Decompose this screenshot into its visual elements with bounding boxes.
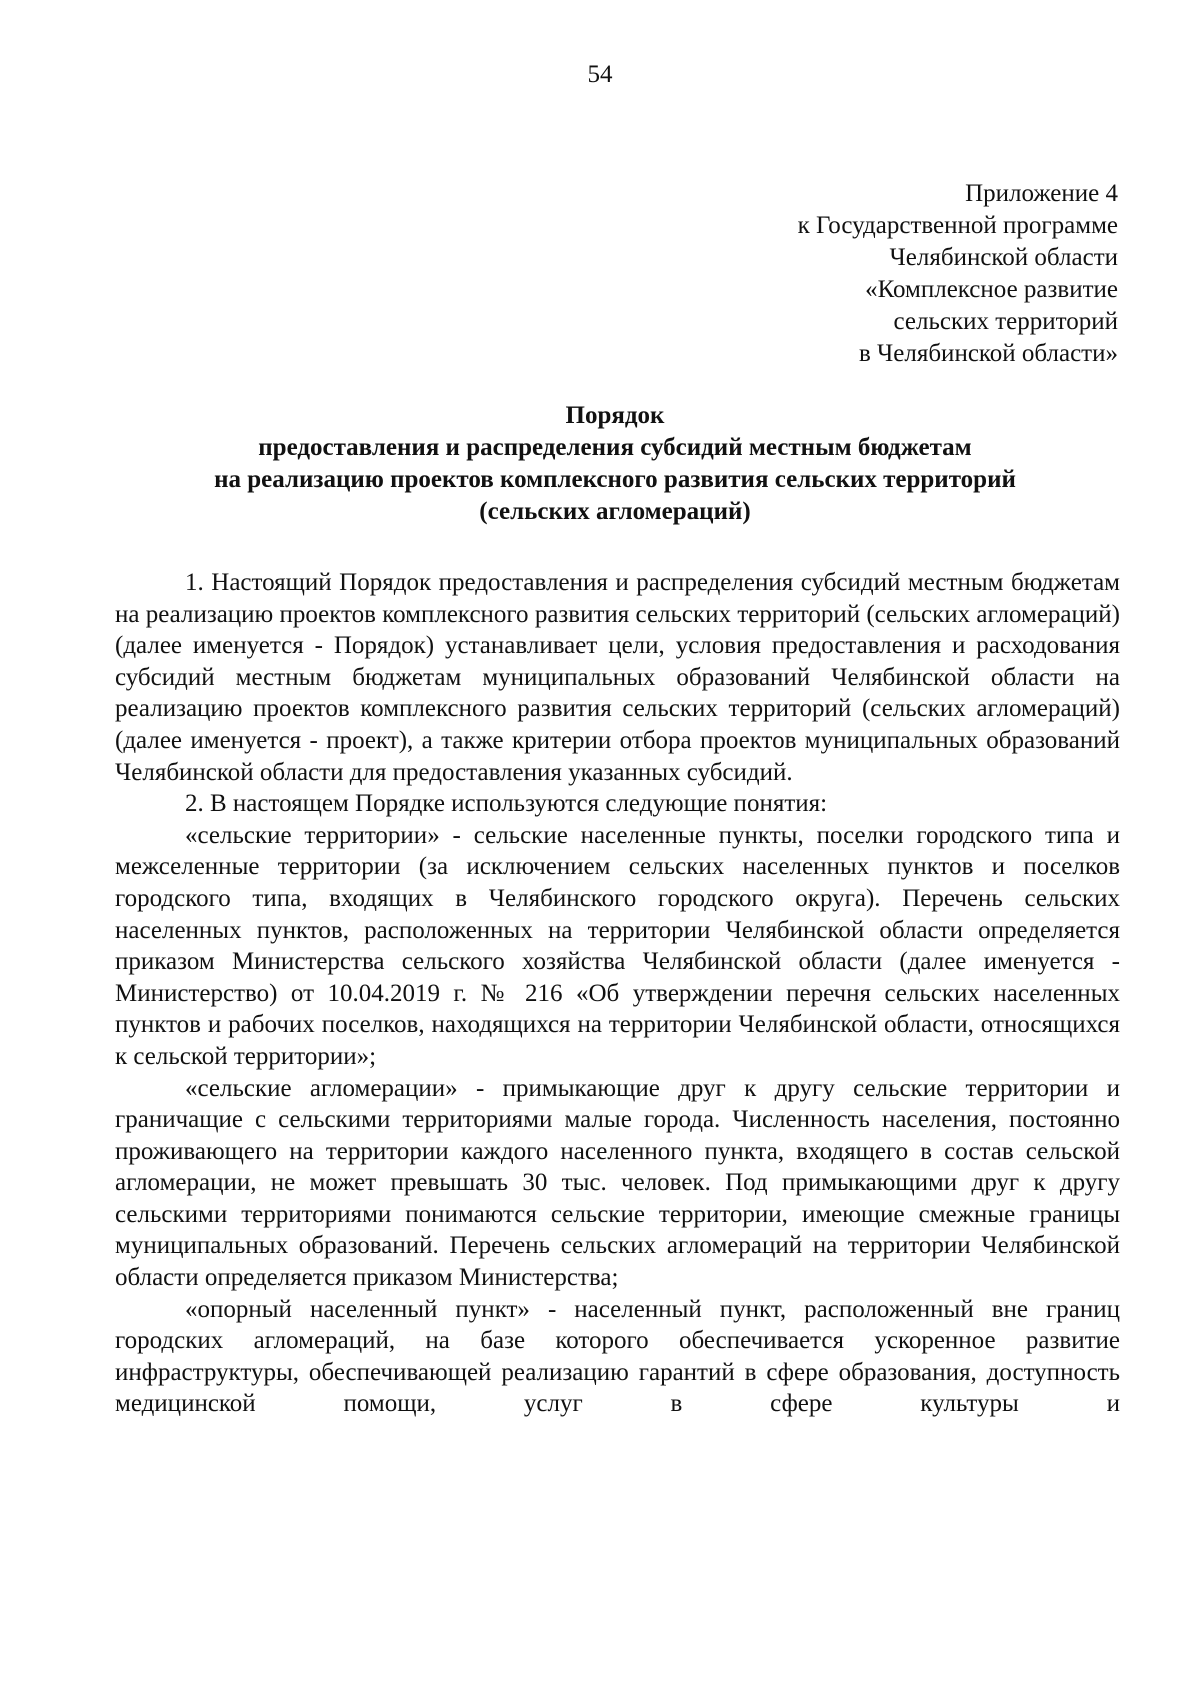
appendix-line: Приложение 4: [965, 180, 1118, 207]
title-line: на реализацию проектов комплексного развития сельских территорий: [214, 466, 1016, 493]
appendix-note: [598, 178, 1118, 370]
document-body: [115, 567, 1120, 1420]
appendix-line: «Комплексное развитие: [865, 276, 1118, 303]
paragraph-definition-rural-agglomerations: «сельские агломерации» - примыкающие друг к другу сельские территории и граничащие с сельскими территориями малые города. Численность населения, постоянно проживающего на территории каждого населенного пункта, входящего в состав сельской агломерации, не может превышать 30 тыс. человек. Под примыкающими друг к другу сельскими территориями понимаются сельские территории, имеющие смежные границы муниципальных образований. Перечень сельских агломераций на территории Челябинской области определяется приказом Министерства;: [115, 1074, 1120, 1292]
title-line: (сельских агломераций): [479, 498, 751, 525]
appendix-line: сельских территорий: [893, 308, 1118, 335]
paragraph-2: 2. В настоящем Порядке используются следующие понятия:: [185, 790, 828, 818]
appendix-line: Челябинской области: [889, 244, 1118, 271]
document-title: [110, 400, 1120, 528]
title-line: предоставления и распределения субсидий местным бюджетам: [258, 434, 972, 461]
appendix-line: в Челябинской области»: [858, 340, 1118, 367]
paragraph-definition-support-settlement: «опорный населенный пункт» - населенный пункт, расположенный вне границ городских агломераций, на базе которого обеспечивается ускоренное развитие инфраструктуры, обеспечивающей реализацию гарантий в сфере образования, доступность медицинской помощи, услуг в сфере культуры и: [115, 1295, 1120, 1418]
paragraph-1: 1. Настоящий Порядок предоставления и распределения субсидий местным бюджетам на реализацию проектов комплексного развития сельских территорий (сельских агломераций) (далее именуется - Порядок) устанавливает цели, условия предоставления и расходования субсидий местным бюджетам муниципальных образований Челябинской области на реализацию проектов комплексного развития сельских территорий (сельских агломераций) (далее именуется - проект), а также критерии отбора проектов муниципальных образований Челябинской области для предоставления указанных субсидий.: [115, 569, 1120, 786]
appendix-line: к Государственной программе: [797, 212, 1118, 239]
paragraph-definition-rural-territories: «сельские территории» - сельские населенные пункты, поселки городского типа и межселенные территории (за исключением сельских населенных пунктов и поселков городского типа, входящих в Челябинского городского округа). Перечень сельских населенных пунктов, расположенных на территории Челябинской области определяется приказом Министерства сельского хозяйства Челябинской области (далее именуется - Министерство) от 10.04.2019 г. № 216 «Об утверждении перечня сельских населенных пунктов и рабочих поселков, находящихся на территории Челябинской области, относящихся к сельской территории»;: [115, 821, 1120, 1070]
page-number: 54: [587, 61, 613, 88]
title-line: Порядок: [565, 402, 665, 429]
